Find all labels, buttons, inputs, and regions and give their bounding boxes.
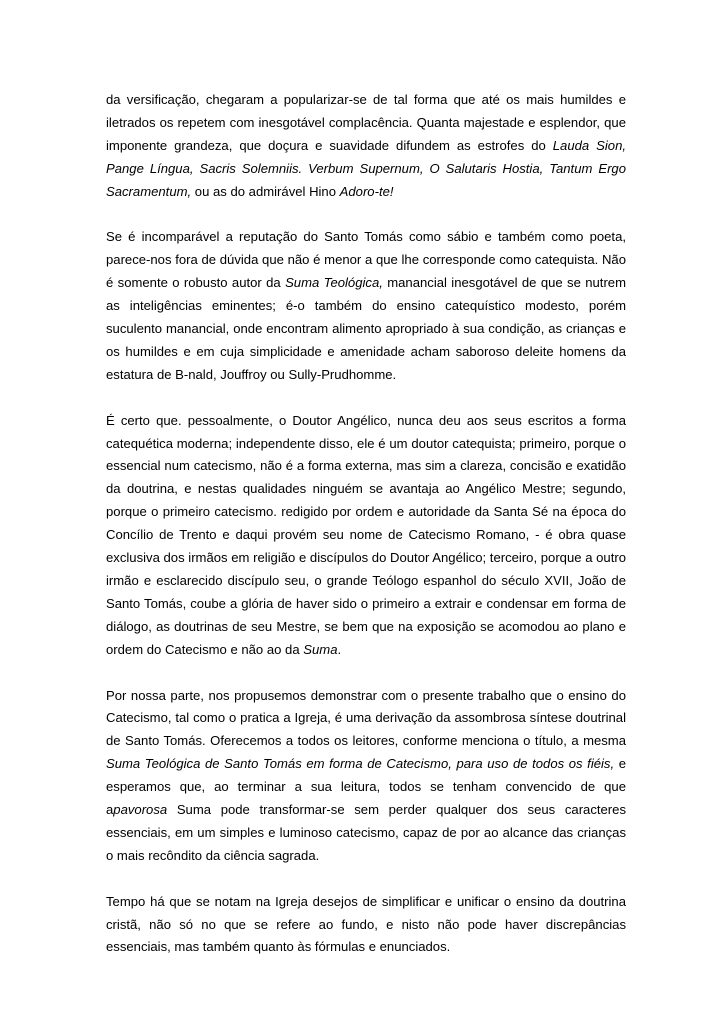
paragraph-hymns [106,89,626,204]
book-title-suma: Suma [303,641,338,657]
text-span: É certo que. pessoalmente, o Doutor Angélico, nunca deu aos seus escritos a forma catequética moderna; independente disso, ele é um doutor catequista; primeiro, porque o essencial num catecismo, não é a forma externa, mas sim a clareza, concisão e exatidão da doutrina, e nestas qualidades ninguém se avantaja ao Angélico Mestre; segundo, porque o primeiro catecismo. redigido por ordem e autoridade da Santa Sé na época do Concílio de Trento e daqui provém seu nome de Catecismo Romano, - é obra quase exclusiva dos irmãos em religião e discípulos do Doutor Angélico; terceiro, porque a outro irmão e esclarecido discípulo seu, o grande Teólogo espanhol do século XVII, João de Santo Tomás, coube a glória de haver sido o primeiro a extrair e condensar em forma de diálogo, as doutrinas de seu Mestre, se bem que na exposição se acomodou ao plano e ordem do Catecismo e não ao da [106,412,626,657]
text-span: Tempo há que se notam na Igreja desejos de simplificar e unificar o ensino da doutrina cristã, não só no que se refere ao fundo, e nisto não pode haver discrepâncias essenciais, mas também quanto às fórmulas e enunciados. [106,893,626,955]
work-title: Suma Teológica de Santo Tomás em forma de Catecismo, para uso de todos os fiéis, [106,756,615,772]
paragraph-doctor-angelico [106,410,626,662]
text-span: e esperamos que, ao terminar a sua leitura, todos se tenham convencido de que a [106,756,626,818]
paragraph-purpose [106,685,626,868]
text-span: ou as do admirável Hino [191,183,340,199]
text-span: manancial inesgotável de que se nutrem as inteligências eminentes; é-o também do ensino catequístico modesto, porém suculento manancial, onde encontram alimento apropriado à sua condição, as crianças e os humildes e em cuja simplicidade e amenidade acham saboroso deleite homens da estatura de B-nald, Jouffroy ou Sully-Prudhomme. [106,275,626,382]
text-span: . [337,641,342,657]
text-span: Se é incomparável a reputação do Santo Tomás como sábio e também como poeta, parece-nos fora de dúvida que não é menor a que lhe corresponde como catequista. Não é somente o robusto autor da [106,229,626,291]
text-span: Por nossa parte, nos propusemos demonstrar com o presente trabalho que o ensino do Catecismo, tal como o pratica a Igreja, é uma derivação da assombrosa síntese doutrinal de Santo Tomás. Oferecemos a todos os leitores, conforme menciona o título, a mesma [106,687,626,749]
text-span: Suma pode transformar-se sem perder qualquer dos seus caracteres essenciais, em um simples e luminoso catecismo, capaz de por ao alcance das crianças o mais recôndito da ciência sagrada. [106,802,626,863]
paragraph-catechist [106,226,626,386]
hymn-title-adoro-te: Adoro-te! [339,183,394,199]
emphasis-pavorosa: pavorosa [113,802,168,818]
paragraph-unification [106,891,626,960]
document-page [106,89,626,959]
text-span: da versificação, chegaram a popularizar-se de tal forma que até os mais humildes e iletrados os repetem com inesgotável complacência. Quanta majestade e esplendor, que imponente grandeza, que doçura e suavidade difundem as estrofes do [106,92,626,153]
book-title-suma: Suma Teológica, [285,275,383,291]
hymn-titles: Lauda Sion, Pange Língua, Sacris Solemniis. Verbum Supernum, O Salutaris Hostia, Tantum Ergo Sacramentum, [106,137,626,199]
